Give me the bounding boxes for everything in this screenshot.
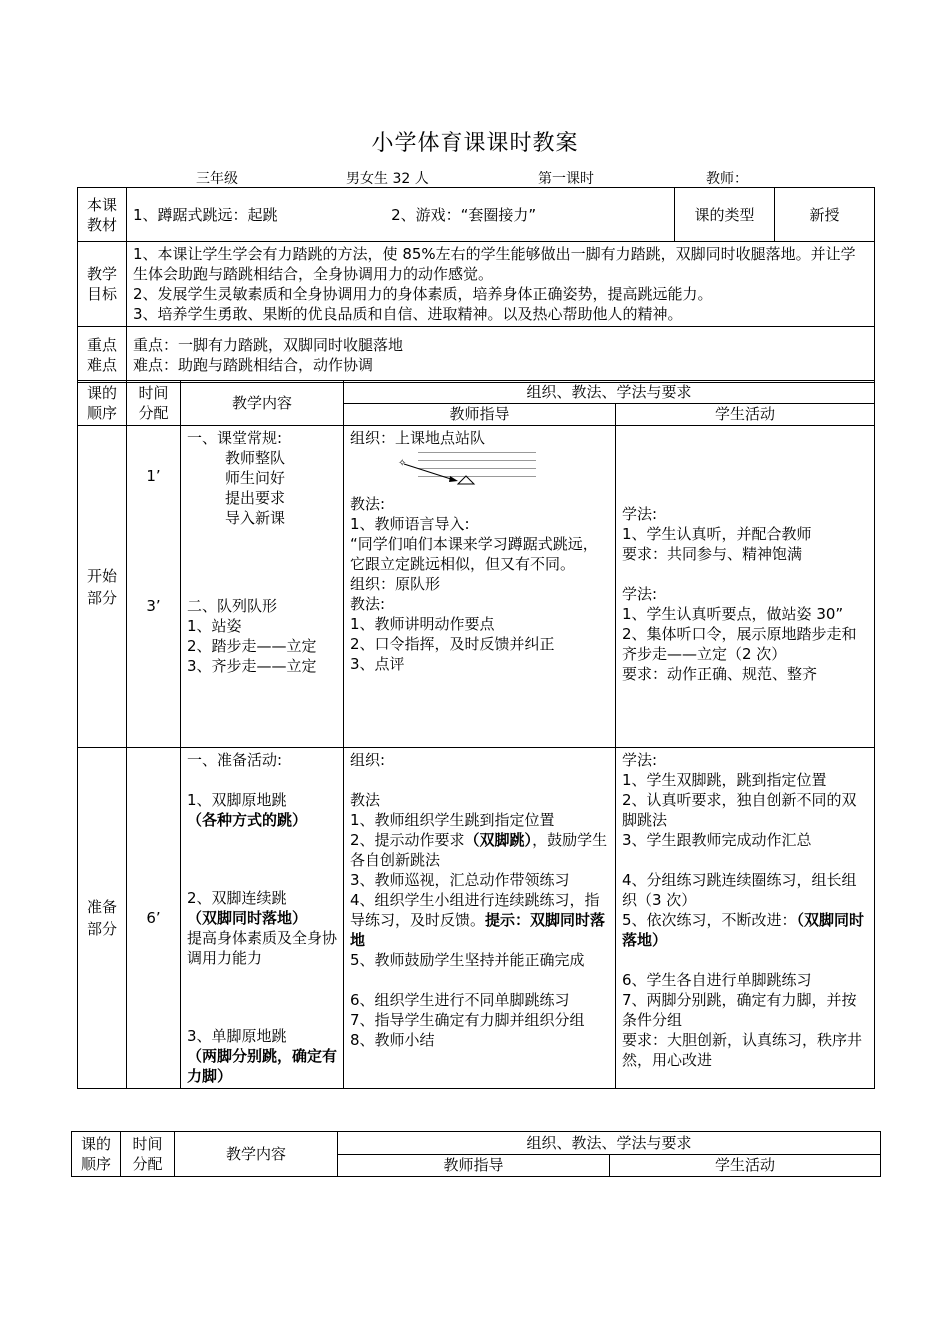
t-org-1: 组织：上课地点站队 xyxy=(350,429,486,447)
s-3: 2、集体听口令，展示原地踏步走和齐步走——立定（2 次） xyxy=(622,625,857,663)
goal-cell xyxy=(127,242,875,327)
ps-1: 1、学生双脚跳，跳到指定位置 xyxy=(622,771,827,789)
t-m1: 1、教师语言导入: xyxy=(350,515,470,533)
type-value: 新授 xyxy=(775,188,875,242)
prep-label: 准备部分 xyxy=(78,748,127,1089)
prep-time: 6’ xyxy=(127,748,181,1089)
start-content xyxy=(181,426,344,748)
t-method: 教法: xyxy=(350,495,386,513)
pt-6: 6、组织学生进行不同单脚跳练习 xyxy=(350,991,570,1009)
s-method-1: 学法: xyxy=(622,505,658,523)
material-label: 本课教材 xyxy=(78,188,127,242)
start-label: 开始部分 xyxy=(78,426,127,748)
hdr2-time: 时间分配 xyxy=(121,1132,175,1177)
teacher-text: 教师： xyxy=(706,171,748,187)
key-1: 重点：一脚有力踏跳，双脚同时收腿落地 xyxy=(133,335,404,354)
ps-2: 2、认真听要求，独自创新不同的双脚跳法 xyxy=(622,791,857,829)
routine-title: 一、课堂常规: xyxy=(187,429,283,447)
s-req-1: 要求：共同参与、精神饱满 xyxy=(622,545,803,563)
ps-4: 4、分组练习跳连续圈练习，组长组织（3 次） xyxy=(622,871,857,909)
hdr-student: 学生活动 xyxy=(616,403,875,426)
main-table xyxy=(77,380,875,1089)
prep-a3-bold: （两脚分别跳，确定有力脚） xyxy=(187,1047,338,1085)
formation-item: 2、踏步走——立定 xyxy=(187,637,317,655)
pt-2 xyxy=(350,830,609,870)
routine-item: 导入新课 xyxy=(225,509,286,527)
hdr-org: 组织、教法、学法与要求 xyxy=(344,381,875,404)
hdr2-org: 组织、教法、学法与要求 xyxy=(338,1132,881,1155)
goal-1: 1、本课让学生学会有力踏跳的方法，使 85%左右的学生能够做出一脚有力踏跳，双脚同时收腿落地。并让学生体会助跑与踏跳相结合，全身协调用力的动作感觉。 xyxy=(133,245,856,283)
pt-3: 3、教师巡视，汇总动作带领练习 xyxy=(350,871,570,889)
pt-4-b: 提示：双脚同时落地 xyxy=(350,911,606,949)
s-method-2: 学法: xyxy=(622,585,658,603)
hdr-content: 教学内容 xyxy=(181,381,344,426)
prep-a1-bold: （各种方式的跳） xyxy=(187,811,308,829)
t-m1-quote: “同学们咱们本课来学习蹲踞式跳远，它跟立定跳远相似，但又有不同。 xyxy=(350,535,598,573)
t-item: 3、点评 xyxy=(350,655,405,673)
t-item: 1、教师讲明动作要点 xyxy=(350,615,495,633)
students-text: 男女生 32 人 xyxy=(346,171,429,187)
grade-text: 三年级 xyxy=(196,171,238,187)
info-table xyxy=(77,187,875,383)
key-2: 难点：助跑与踏跳相结合，动作协调 xyxy=(133,355,374,374)
pt-org: 组织: xyxy=(350,751,386,769)
ps-6: 6、学生各自进行单脚跳练习 xyxy=(622,971,812,989)
hdr-order: 课的顺序 xyxy=(78,381,127,426)
ps-5 xyxy=(622,910,868,950)
prep-a2-bold: （双脚同时落地） xyxy=(187,909,308,927)
goal-label: 教学目标 xyxy=(78,242,127,327)
start-time-1: 1’ xyxy=(146,467,161,485)
ps-3: 3、学生跟教师完成动作汇总 xyxy=(622,831,812,849)
t-org-2: 组织：原队形 xyxy=(350,575,441,593)
svg-text:✧: ✧ xyxy=(398,458,407,469)
material-2: 2、游戏：“套圈接力” xyxy=(391,205,537,224)
s-1: 1、学生认真听，并配合教师 xyxy=(622,525,812,543)
formation-diagram xyxy=(350,448,550,494)
ps-method: 学法: xyxy=(622,751,658,769)
pt-method: 教法 xyxy=(350,791,381,809)
hdr2-student: 学生活动 xyxy=(610,1154,881,1177)
formation-title: 二、队列队形 xyxy=(187,597,278,615)
start-time-2: 3’ xyxy=(146,597,161,615)
prep-content xyxy=(181,748,344,1089)
goal-2: 2、发展学生灵敏素质和全身协调用力的身体素质，培养身体正确姿势，提高跳远能力。 xyxy=(133,285,713,303)
pt-5: 5、教师鼓励学生坚持并能正确完成 xyxy=(350,951,585,969)
prep-head: 一、准备活动: xyxy=(187,751,283,769)
hdr2-content: 教学内容 xyxy=(175,1132,338,1177)
pt-7: 7、指导学生确定有力脚并组织分组 xyxy=(350,1011,585,1029)
next-page-header-table xyxy=(71,1131,881,1177)
t-item: 2、口令指挥，及时反馈并纠正 xyxy=(350,635,555,653)
formation-item: 3、齐步走——立定 xyxy=(187,657,317,675)
hdr2-order: 课的顺序 xyxy=(72,1132,121,1177)
ps-5-a: 5、依次练习，不断改进： xyxy=(622,911,797,929)
key-label: 重点难点 xyxy=(78,327,127,383)
t-method-2: 教法: xyxy=(350,595,386,613)
material-1: 1、蹲踞式跳远：起跳 xyxy=(133,205,278,224)
hdr2-teacher: 教师指导 xyxy=(338,1154,610,1177)
key-cell xyxy=(127,327,875,383)
pt-8: 8、教师小结 xyxy=(350,1031,435,1049)
pt-4 xyxy=(350,890,609,950)
ps-req: 要求：大胆创新，认真练习，秩序井然，用心改进 xyxy=(622,1031,863,1069)
prep-a2-note: 提高身体素质及全身协调用力能力 xyxy=(187,929,338,967)
prep-a3: 3、单脚原地跳 xyxy=(187,1027,287,1045)
start-student xyxy=(616,426,875,748)
s-req-2: 要求：动作正确、规范、整齐 xyxy=(622,665,818,683)
formation-item: 1、站姿 xyxy=(187,617,242,635)
prep-teacher xyxy=(344,748,616,1089)
lesson-text: 第一课时 xyxy=(538,171,594,187)
routine-item: 提出要求 xyxy=(225,489,286,507)
pt-1: 1、教师组织学生跳到指定位置 xyxy=(350,811,555,829)
routine-item: 教师整队 xyxy=(225,449,286,467)
start-time xyxy=(127,426,181,748)
material-cell xyxy=(127,188,675,242)
ps-5-b: （双脚同时落地） xyxy=(622,911,865,949)
hdr-teacher: 教师指导 xyxy=(344,403,616,426)
ps-7: 7、两脚分别跳，确定有力脚，并按条件分组 xyxy=(622,991,857,1029)
teacher-position-icon xyxy=(350,448,550,494)
hdr-time: 时间分配 xyxy=(127,381,181,426)
pt-4-a: 4、组织学生小组进行连续跳练习，指导练习，及时反馈。 xyxy=(350,891,600,929)
s-2: 1、学生认真听要点，做站姿 30” xyxy=(622,605,844,623)
pt-2-c: ，鼓励学生各自创新跳法 xyxy=(350,831,608,869)
pt-2-b: （双脚跳） xyxy=(464,831,533,849)
routine-item: 师生问好 xyxy=(225,469,286,487)
prep-student xyxy=(616,748,875,1089)
page-title: 小学体育课课时教案 xyxy=(371,131,579,156)
prep-a1: 1、双脚原地跳 xyxy=(187,791,287,809)
prep-a2: 2、双脚连续跳 xyxy=(187,889,287,907)
pt-2-a: 2、提示动作要求 xyxy=(350,831,465,849)
type-label: 课的类型 xyxy=(675,188,775,242)
goal-3: 3、培养学生勇敢、果断的优良品质和自信、进取精神。以及热心帮助他人的精神。 xyxy=(133,305,683,323)
start-teacher xyxy=(344,426,616,748)
